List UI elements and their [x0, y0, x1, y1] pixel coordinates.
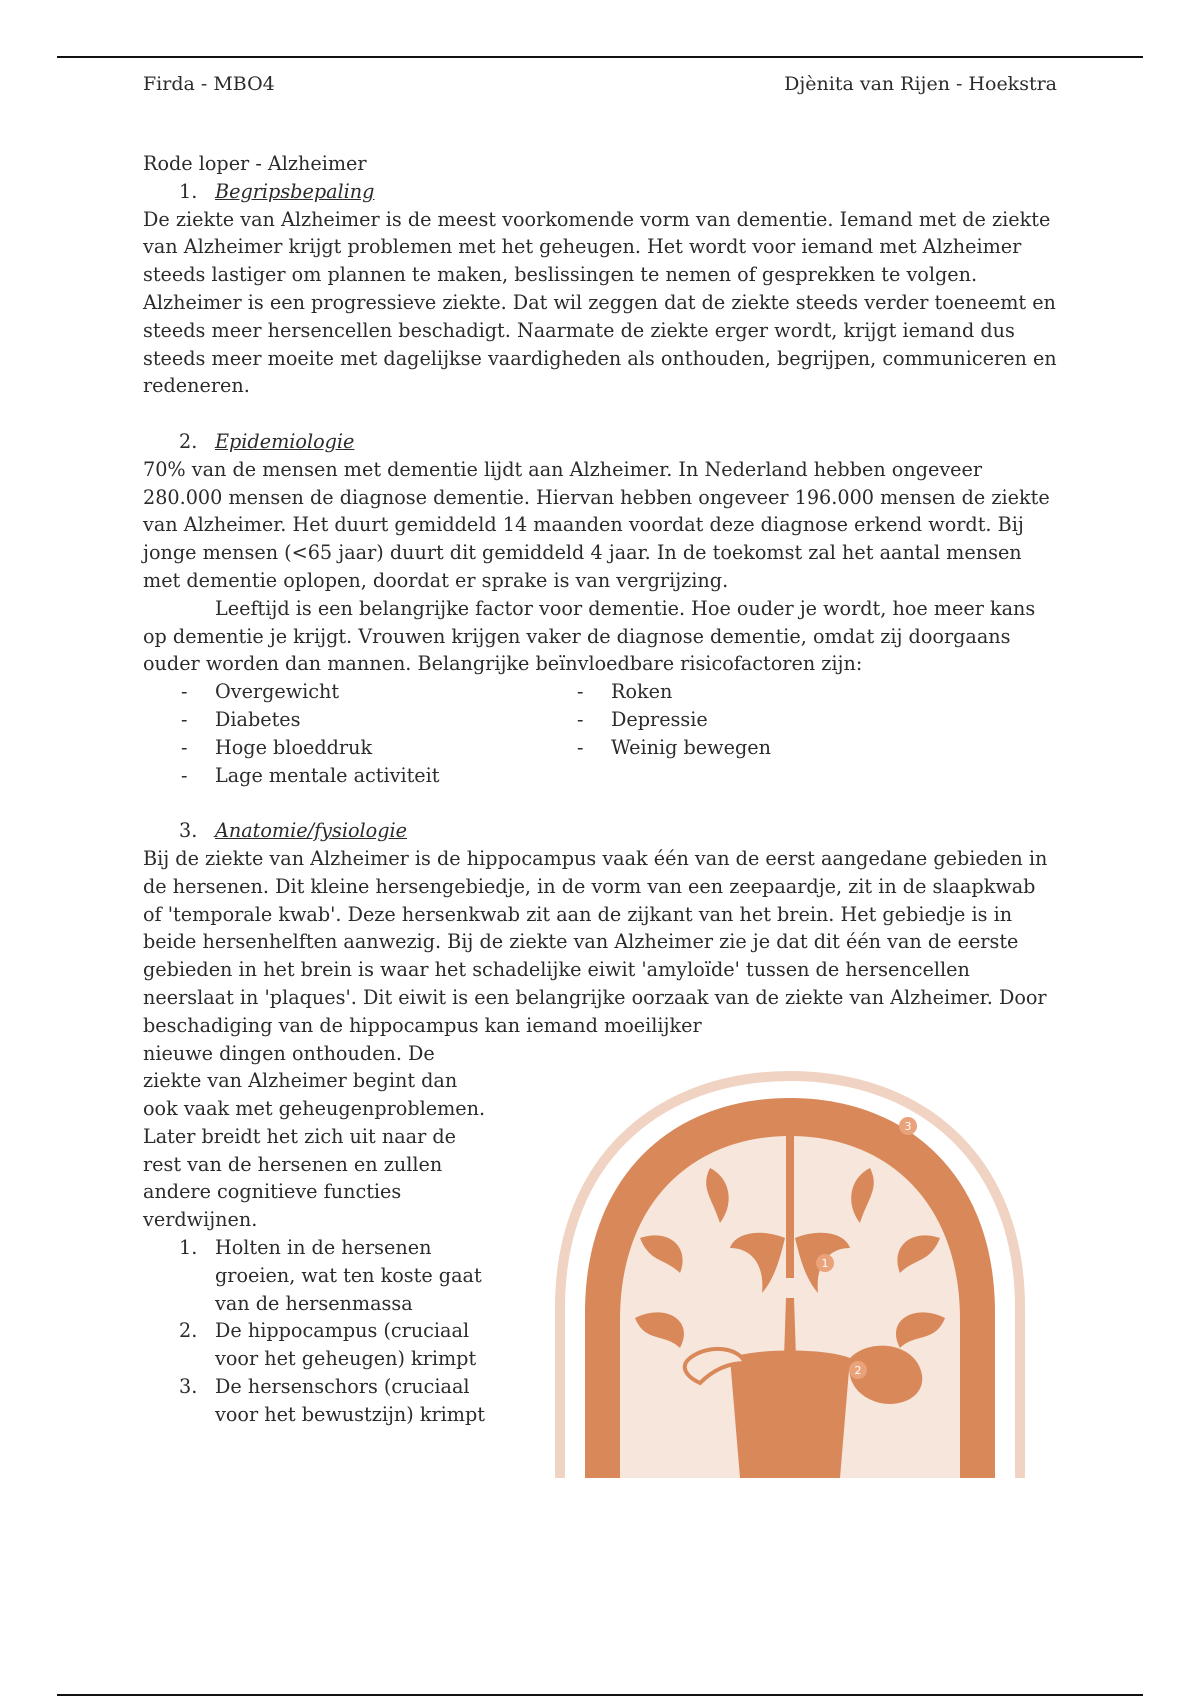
header-left: Firda - MBO4 — [143, 73, 275, 95]
list-item: - Weinig bewegen — [539, 734, 771, 762]
section-number: 2. — [179, 429, 198, 453]
paragraph-begripsbepaling: De ziekte van Alzheimer is de meest voorkomende vorm van dementie. Iemand met de ziekte van Alzheimer krijgt problemen met het geheugen. Het wordt voor iemand met Alzheimer steeds lastiger om plannen te maken, beslissingen te nemen of gesprekken te volgen. Alzheimer is een progressieve ziekte. Dat wil zeggen dat de ziekte steeds verder toeneemt en steeds meer hersencellen beschadigt. Naarmate de ziekte erger wordt, krijgt iemand dus steeds meer moeite met dagelijkse vaardigheden als onthouden, begrijpen, communiceren en redeneren. — [143, 207, 1057, 398]
paragraph-anatomie-1: Bij de ziekte van Alzheimer is de hippocampus vaak één van de eerst aangedane gebieden in de hersenen. Dit kleine hersengebiedje, in de vorm van een zeepaardje, zit in de slaapkwab of 'temporale kwab'. Deze hersenkwab zit aan de zijkant van het brein. Het gebiedje is in beide hersenhelften aanwezig. Bij de ziekte van Alzheimer zie je dat dit één van de eerste gebieden in het brein is waar het schadelijke eiwit 'amyloïde' tussen de hersencellen neerslaat in 'plaques'. Dit eiwit is een belangrijke oorzaak van de ziekte van Alzheimer. Door beschadiging van de hippocampus kan iemand moeilijker — [143, 846, 1048, 1037]
third-ventricle — [784, 1298, 796, 1358]
label-3: 3 — [904, 1120, 912, 1133]
list-item: - Hoge bloeddruk — [143, 734, 539, 762]
list-item: - Diabetes — [143, 706, 539, 734]
list-item: - Overgewicht — [143, 678, 539, 706]
section-heading-1 — [143, 178, 1057, 206]
label-1: 1 — [821, 1257, 829, 1270]
paragraph-epidemiologie-2: Leeftijd is een belangrijke factor voor dementie. Hoe ouder je wordt, hoe meer kans op dementie je krijgt. Vrouwen krijgen vaker de diagnose dementie, omdat zij doorgaans ouder worden dan mannen. Belangrijke beïnvloedbare risicofactoren zijn: — [143, 596, 1036, 676]
footer-rule — [57, 1694, 1143, 1696]
brainstem — [730, 1351, 850, 1479]
list-item: 1. Holten in de hersenen groeien, wat ten koste gaat van de hersenmassa — [179, 1236, 482, 1315]
list-item: 3. De hersenschors (cruciaal voor het bewustzijn) krimpt — [179, 1375, 485, 1426]
document-title: Rode loper - Alzheimer — [143, 152, 367, 175]
list-item: - Lage mentale activiteit — [143, 762, 539, 790]
list-item: 2. De hippocampus (cruciaal voor het geheugen) krimpt — [179, 1319, 477, 1371]
brain-cross-section-illustration — [540, 1058, 1040, 1498]
brain-changes-list — [143, 1234, 498, 1429]
section-heading-2 — [143, 428, 1057, 456]
section-title: Begripsbepaling — [215, 179, 375, 203]
label-2: 2 — [854, 1364, 862, 1377]
section-number: 1. — [179, 179, 198, 203]
risk-column-1 — [143, 678, 539, 789]
header-rule — [57, 56, 1143, 58]
paragraph-anatomie-2: nieuwe dingen onthouden. De ziekte van Alzheimer begint dan ook vaak met geheugenproblemen. Later breidt het zich uit naar de rest van de hersenen en zullen andere cognitieve functies verdwijnen. — [143, 1041, 486, 1232]
header-right: Djènita van Rijen - Hoekstra — [784, 73, 1057, 95]
section-title: Epidemiologie — [215, 429, 355, 453]
risk-factor-list — [143, 678, 1057, 789]
list-item: - Depressie — [539, 706, 771, 734]
risk-column-2 — [539, 678, 771, 789]
section-number: 3. — [179, 819, 198, 843]
page-header — [143, 73, 1057, 99]
paragraph-epidemiologie-1: 70% van de mensen met dementie lijdt aan Alzheimer. In Nederland hebben ongeveer 280.000 mensen de diagnose dementie. Hiervan hebben ongeveer 196.000 mensen de ziekte van Alzheimer. Het duurt gemiddeld 14 maanden voordat deze diagnose erkend wordt. Bij jonge mensen (<65 jaar) duurt dit gemiddeld 4 jaar. In de toekomst zal het aantal mensen met dementie oplopen, doordat er sprake is van vergrijzing. — [143, 457, 1050, 592]
longitudinal-fissure — [786, 1098, 794, 1278]
list-item: - Roken — [539, 678, 771, 706]
section-title: Anatomie/fysiologie — [215, 819, 408, 843]
section-heading-3 — [143, 817, 1057, 845]
